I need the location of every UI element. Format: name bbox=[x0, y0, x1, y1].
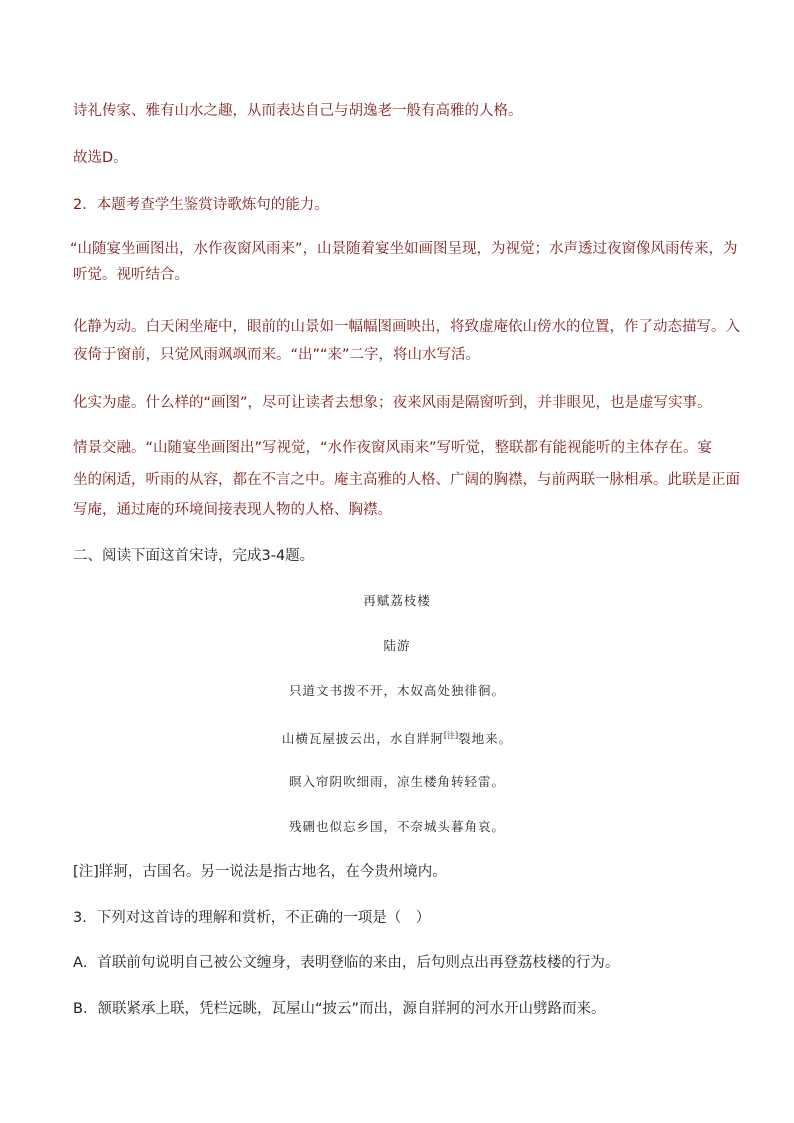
poem-line-2-part-a: 山横瓦屋披云出，水自牂牁 bbox=[281, 731, 444, 747]
poem-author: 陆游 bbox=[383, 638, 411, 653]
analysis-paragraph-3-line-1: “山随宴坐画图出，水作夜窗风雨来”，山景随着宴坐如画图呈现，为视觉；水声透过夜窗像风雨传来，为 bbox=[70, 241, 738, 257]
question-3-option-b: B．颔联紧承上联，凭栏远眺，瓦屋山“披云”而出，源自牂牁的河水开山劈路而来。 bbox=[73, 1001, 606, 1017]
analysis-paragraph-3-line-2: 听觉。视听结合。 bbox=[73, 267, 189, 283]
question-2-analysis-title: 2．本题考查学生鉴赏诗歌炼句的能力。 bbox=[73, 197, 329, 213]
analysis-paragraph-4-line-2: 夜倚于窗前，只觉风雨飒飒而来。“出”“来”二字，将山水写活。 bbox=[73, 347, 481, 363]
analysis-paragraph-6-line-1: 情景交融。“山随宴坐画图出”写视觉，“水作夜窗风雨来”写听觉，整联都有能视能听的主体存在。宴 bbox=[73, 440, 713, 456]
poem-line-2-part-b: 裂地来。 bbox=[458, 731, 513, 747]
answer-choice: 故选D。 bbox=[73, 150, 128, 166]
poem-title: 再赋荔枝楼 bbox=[363, 593, 431, 608]
analysis-paragraph-4-line-1: 化静为动。白天闲坐庵中，眼前的山景如一幅幅图画映出，将致虚庵依山傍水的位置，作了动态描写。入 bbox=[73, 319, 740, 335]
analysis-paragraph-1: 诗礼传家、雅有山水之趣，从而表达自己与胡逸老一般有高雅的人格。 bbox=[73, 103, 523, 119]
poem-line-1: 只道文书拨不开，木奴高处独徘徊。 bbox=[288, 683, 505, 698]
poem-line-4: 残硎也似忘乡国，不奈城头暮角哀。 bbox=[288, 819, 505, 834]
poem-line-3: 暝入帘阴吹细雨，凉生楼角转轻雷。 bbox=[288, 774, 505, 789]
question-3-stem: 3．下列对这首诗的理解和赏析，不正确的一项是（ ） bbox=[73, 910, 431, 926]
analysis-paragraph-6-line-3: 写庵，通过庵的环境间接表现人物的人格、胸襟。 bbox=[73, 502, 392, 518]
analysis-paragraph-5: 化实为虚。什么样的“画图”，尽可让读者去想象；夜来风雨是隔窗听到，并非眼见，也是虚写实事。 bbox=[73, 395, 712, 411]
poem-line-2 bbox=[0, 727, 794, 748]
analysis-paragraph-6-line-2: 坐的闲适，听雨的从容，都在不言之中。庵主高雅的人格、广阔的胸襟，与前两联一脉相承。此联是正面 bbox=[73, 472, 740, 488]
poem-footnote: [注]牂牁，古国名。另一说法是指古地名，在今贵州境内。 bbox=[73, 864, 447, 880]
section-2-heading: 二、阅读下面这首宋诗，完成3-4题。 bbox=[73, 548, 315, 564]
poem-footnote-marker: [注] bbox=[443, 731, 459, 740]
question-3-option-a: A．首联前句说明自己被公文缠身，表明登临的来由，后句则点出再登荔枝楼的行为。 bbox=[73, 955, 620, 971]
